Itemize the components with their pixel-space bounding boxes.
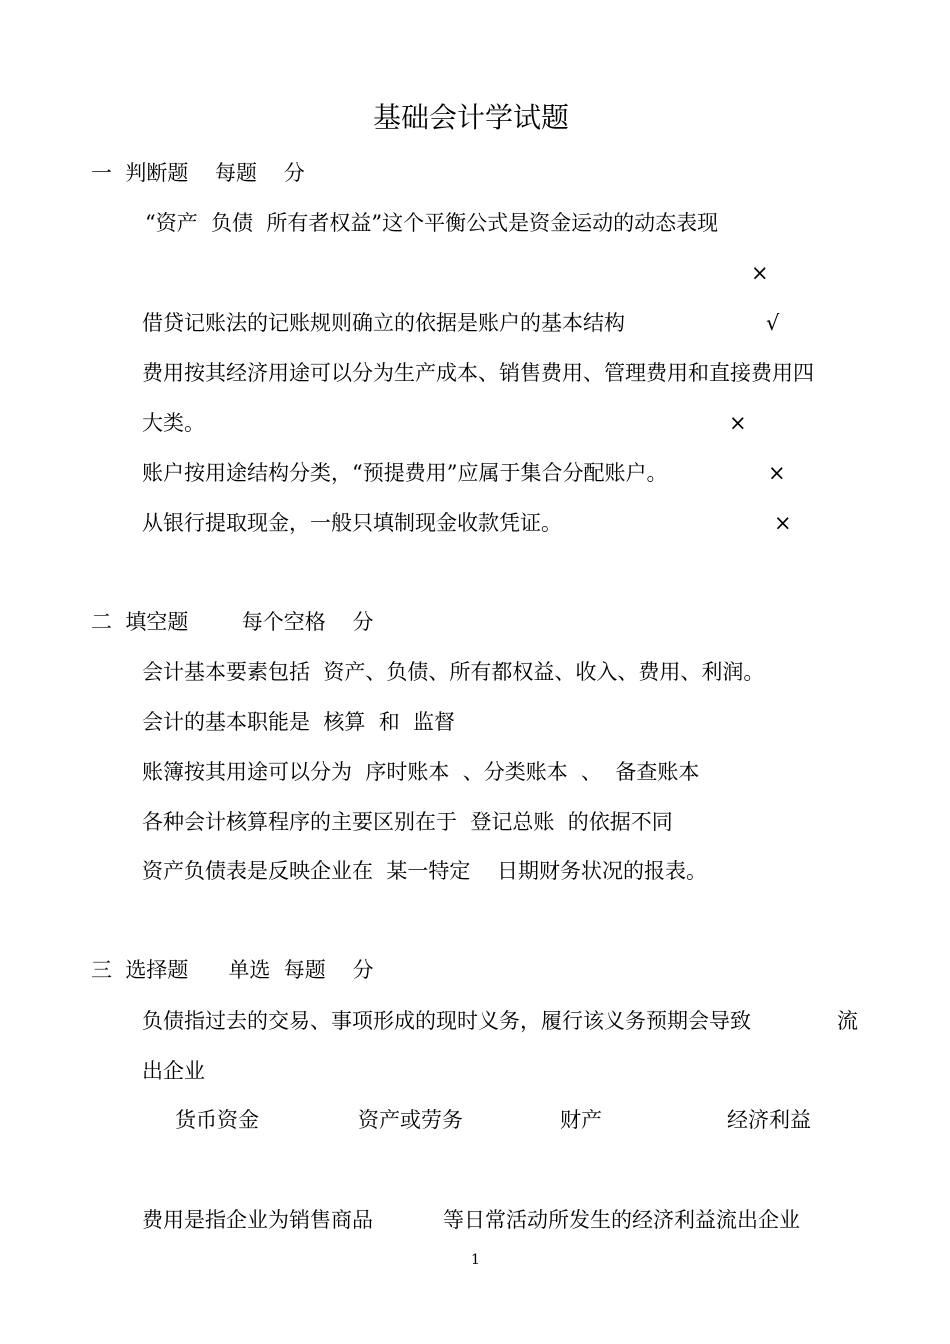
section3-heading: 三 选择题 单选 每题 分 [91,958,374,982]
s3-question-1-tail: 流 [837,1009,858,1033]
page-title: 基础会计学试题 [373,101,570,134]
s1-question-1: “资产 负债 所有者权益”这个平衡公式是资金运动的动态表现 [145,211,719,235]
s2-question-1: 会计基本要素包括 资产、负债、所有都权益、收入、费用、利润。 [142,660,765,684]
s3-q1-option-c: 财产 [560,1108,602,1132]
s2-question-2: 会计的基本职能是 核算 和 监督 [142,710,456,734]
s1-q5-mark: × [774,511,792,535]
s3-q1-option-a: 货币资金 [175,1108,259,1132]
s3-q1-option-b: 资产或劳务 [358,1108,463,1132]
section2-heading: 二 填空题 每个空格 分 [91,610,374,634]
section1-heading: 一 判断题 每题 分 [91,161,305,185]
s3-question-2-part2: 等日常活动所发生的经济利益流出企业 [443,1208,800,1232]
s3-question-2-part1: 费用是指企业为销售商品 [142,1208,373,1232]
s1-question-2: 借贷记账法的记账规则确立的依据是账户的基本结构 [142,311,625,335]
s1-q3-mark: × [729,411,747,435]
s3-q1-option-d: 经济利益 [727,1108,811,1132]
s1-q2-mark: √ [766,311,780,335]
s3-question-1-line2: 出企业 [142,1059,205,1083]
s1-question-3-line2: 大类。 [142,411,205,435]
s2-question-4: 各种会计核算程序的主要区别在于 登记总账 的依据不同 [142,810,673,834]
s1-q4-mark: × [768,461,786,485]
page-number: 1 [471,1252,480,1268]
s1-question-4: 账户按用途结构分类，“预提费用”应属于集合分配账户。 [142,461,668,485]
s1-q1-mark: × [751,261,769,285]
s3-question-1-line1: 负债指过去的交易、事项形成的现时义务，履行该义务预期会导致 [142,1009,751,1033]
s2-question-3: 账簿按其用途可以分为 序时账本 、分类账本 、 备查账本 [142,760,700,784]
s1-question-5: 从银行提取现金，一般只填制现金收款凭证。 [142,511,562,535]
s2-question-5: 资产负债表是反映企业在 某一特定 日期财务状况的报表。 [142,859,708,883]
s1-question-3-line1: 费用按其经济用途可以分为生产成本、销售费用、管理费用和直接费用四 [142,361,814,385]
